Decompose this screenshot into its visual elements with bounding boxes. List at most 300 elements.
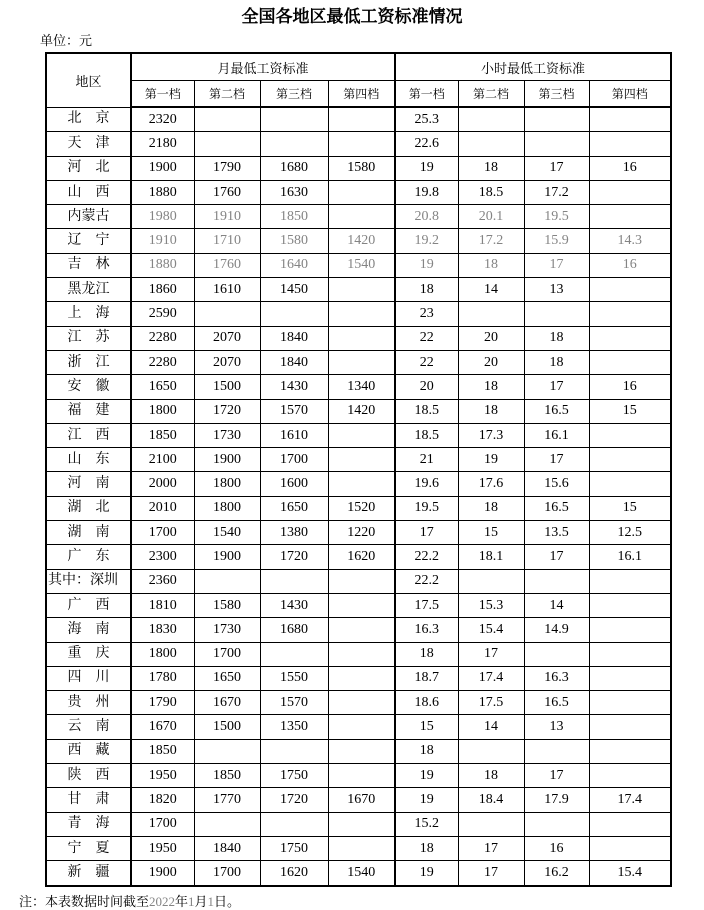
hourly-tier-2-cell: 20 bbox=[458, 350, 524, 374]
hourly-tier-1-cell: 18 bbox=[395, 278, 458, 302]
monthly-tier-1-cell: 2280 bbox=[131, 326, 194, 350]
hourly-tier-2-cell bbox=[458, 132, 524, 156]
hourly-tier-3-cell: 14.9 bbox=[524, 618, 589, 642]
hourly-tier-1-cell: 18 bbox=[395, 642, 458, 666]
hourly-tier-1-cell: 18.6 bbox=[395, 691, 458, 715]
hourly-tier-2-cell bbox=[458, 569, 524, 593]
table-row bbox=[46, 496, 671, 520]
region-cell: 海 南 bbox=[46, 618, 131, 642]
hourly-tier-2-cell: 20.1 bbox=[458, 205, 524, 229]
monthly-tier-4-cell bbox=[328, 618, 395, 642]
hourly-tier-3-cell: 17 bbox=[524, 156, 589, 180]
monthly-tier-2-cell: 1900 bbox=[194, 545, 260, 569]
monthly-tier-4-cell: 1540 bbox=[328, 253, 395, 277]
monthly-tier-2-cell bbox=[194, 132, 260, 156]
table-row bbox=[46, 691, 671, 715]
monthly-tier-4-cell: 1420 bbox=[328, 229, 395, 253]
hourly-tier-3-cell: 16.2 bbox=[524, 861, 589, 886]
monthly-tier-1-header: 第一档 bbox=[131, 81, 194, 108]
hourly-tier-2-cell bbox=[458, 107, 524, 132]
hourly-tier-4-cell: 15 bbox=[589, 496, 671, 520]
monthly-tier-1-cell: 1800 bbox=[131, 399, 194, 423]
hourly-tier-4-cell: 16 bbox=[589, 253, 671, 277]
table-row bbox=[46, 788, 671, 812]
hourly-tier-1-cell: 22.2 bbox=[395, 545, 458, 569]
monthly-group-header: 月最低工资标准 bbox=[131, 53, 395, 81]
hourly-tier-3-cell: 17 bbox=[524, 764, 589, 788]
monthly-tier-2-cell bbox=[194, 812, 260, 836]
monthly-tier-1-cell: 1860 bbox=[131, 278, 194, 302]
region-cell: 广 西 bbox=[46, 593, 131, 617]
hourly-tier-4-cell bbox=[589, 691, 671, 715]
monthly-tier-4-cell bbox=[328, 302, 395, 326]
hourly-tier-4-cell: 14.3 bbox=[589, 229, 671, 253]
table-row bbox=[46, 569, 671, 593]
table-row bbox=[46, 861, 671, 886]
monthly-tier-2-cell: 1500 bbox=[194, 375, 260, 399]
monthly-tier-2-cell: 1670 bbox=[194, 691, 260, 715]
monthly-tier-1-cell: 1880 bbox=[131, 180, 194, 204]
monthly-tier-1-cell: 1820 bbox=[131, 788, 194, 812]
monthly-tier-4-cell bbox=[328, 448, 395, 472]
monthly-tier-2-cell: 1840 bbox=[194, 836, 260, 860]
monthly-tier-1-cell: 2000 bbox=[131, 472, 194, 496]
monthly-tier-4-cell: 1220 bbox=[328, 521, 395, 545]
monthly-tier-2-header: 第二档 bbox=[194, 81, 260, 108]
monthly-tier-3-cell: 1550 bbox=[260, 666, 328, 690]
hourly-tier-4-cell bbox=[589, 423, 671, 447]
monthly-tier-3-cell bbox=[260, 132, 328, 156]
table-header bbox=[46, 53, 671, 107]
monthly-tier-4-cell bbox=[328, 132, 395, 156]
region-cell: 西 藏 bbox=[46, 739, 131, 763]
hourly-tier-4-cell bbox=[589, 812, 671, 836]
hourly-tier-2-cell bbox=[458, 812, 524, 836]
table-row bbox=[46, 278, 671, 302]
monthly-tier-2-cell bbox=[194, 107, 260, 132]
hourly-tier-1-cell: 22 bbox=[395, 326, 458, 350]
hourly-tier-3-cell: 17 bbox=[524, 545, 589, 569]
monthly-tier-4-cell bbox=[328, 569, 395, 593]
table-row bbox=[46, 375, 671, 399]
hourly-tier-2-cell: 18.5 bbox=[458, 180, 524, 204]
monthly-tier-2-cell: 1700 bbox=[194, 861, 260, 886]
footnote-text: 年 bbox=[175, 893, 189, 909]
monthly-tier-2-cell: 2070 bbox=[194, 350, 260, 374]
monthly-tier-3-cell: 1350 bbox=[260, 715, 328, 739]
table-row bbox=[46, 448, 671, 472]
monthly-tier-4-cell bbox=[328, 472, 395, 496]
hourly-tier-1-cell: 18.7 bbox=[395, 666, 458, 690]
hourly-tier-3-cell: 17 bbox=[524, 253, 589, 277]
hourly-tier-1-cell: 20 bbox=[395, 375, 458, 399]
region-cell: 天 津 bbox=[46, 132, 131, 156]
hourly-tier-1-cell: 22.2 bbox=[395, 569, 458, 593]
hourly-tier-3-cell: 19.5 bbox=[524, 205, 589, 229]
monthly-tier-4-header: 第四档 bbox=[328, 81, 395, 108]
region-cell: 江 西 bbox=[46, 423, 131, 447]
tier-header-row bbox=[46, 81, 671, 108]
monthly-tier-4-cell bbox=[328, 739, 395, 763]
hourly-tier-4-cell bbox=[589, 132, 671, 156]
monthly-tier-1-cell: 1910 bbox=[131, 229, 194, 253]
monthly-tier-2-cell: 1700 bbox=[194, 642, 260, 666]
hourly-tier-2-cell: 17 bbox=[458, 836, 524, 860]
hourly-tier-1-cell: 18.5 bbox=[395, 423, 458, 447]
hourly-tier-1-cell: 19 bbox=[395, 764, 458, 788]
monthly-tier-4-cell: 1670 bbox=[328, 788, 395, 812]
hourly-tier-4-cell bbox=[589, 350, 671, 374]
monthly-tier-2-cell: 1500 bbox=[194, 715, 260, 739]
monthly-tier-2-cell: 2070 bbox=[194, 326, 260, 350]
hourly-tier-4-cell: 15 bbox=[589, 399, 671, 423]
hourly-tier-4-cell bbox=[589, 764, 671, 788]
footnote-number: 1 bbox=[207, 893, 215, 909]
hourly-tier-1-header: 第一档 bbox=[395, 81, 458, 108]
monthly-tier-3-cell: 1720 bbox=[260, 545, 328, 569]
hourly-tier-3-cell: 15.9 bbox=[524, 229, 589, 253]
monthly-tier-4-cell bbox=[328, 836, 395, 860]
hourly-tier-4-cell: 16 bbox=[589, 156, 671, 180]
monthly-tier-4-cell bbox=[328, 423, 395, 447]
hourly-tier-3-cell bbox=[524, 739, 589, 763]
monthly-tier-1-cell: 2100 bbox=[131, 448, 194, 472]
table-row bbox=[46, 593, 671, 617]
hourly-tier-4-cell bbox=[589, 715, 671, 739]
hourly-tier-3-cell: 17.2 bbox=[524, 180, 589, 204]
monthly-tier-3-cell: 1380 bbox=[260, 521, 328, 545]
monthly-tier-1-cell: 1850 bbox=[131, 423, 194, 447]
monthly-tier-3-cell bbox=[260, 302, 328, 326]
region-cell: 重 庆 bbox=[46, 642, 131, 666]
hourly-tier-4-cell bbox=[589, 836, 671, 860]
hourly-tier-3-cell: 17.9 bbox=[524, 788, 589, 812]
group-header-row bbox=[46, 53, 671, 81]
hourly-tier-3-cell bbox=[524, 569, 589, 593]
hourly-tier-1-cell: 22.6 bbox=[395, 132, 458, 156]
region-cell: 北 京 bbox=[46, 107, 131, 132]
monthly-tier-2-cell: 1730 bbox=[194, 618, 260, 642]
monthly-tier-1-cell: 1900 bbox=[131, 861, 194, 886]
footnote-text: 日。 bbox=[214, 893, 241, 909]
table-row bbox=[46, 180, 671, 204]
monthly-tier-4-cell: 1420 bbox=[328, 399, 395, 423]
hourly-tier-3-cell: 14 bbox=[524, 593, 589, 617]
monthly-tier-1-cell: 1790 bbox=[131, 691, 194, 715]
footnote-text: 月 bbox=[194, 893, 208, 909]
monthly-tier-1-cell: 2280 bbox=[131, 350, 194, 374]
hourly-tier-1-cell: 17.5 bbox=[395, 593, 458, 617]
hourly-tier-3-cell bbox=[524, 302, 589, 326]
hourly-tier-4-header: 第四档 bbox=[589, 81, 671, 108]
region-cell: 青 海 bbox=[46, 812, 131, 836]
monthly-tier-3-cell bbox=[260, 107, 328, 132]
hourly-tier-4-cell: 16.1 bbox=[589, 545, 671, 569]
hourly-tier-3-cell: 18 bbox=[524, 350, 589, 374]
region-cell: 其中：深圳 bbox=[46, 569, 131, 593]
monthly-tier-1-cell: 1880 bbox=[131, 253, 194, 277]
monthly-tier-4-cell bbox=[328, 642, 395, 666]
footnote-number: 2022 bbox=[149, 893, 176, 909]
monthly-tier-3-header: 第三档 bbox=[260, 81, 328, 108]
hourly-tier-4-cell bbox=[589, 107, 671, 132]
unit-label: 单位：元 bbox=[40, 33, 93, 48]
region-column-header: 地区 bbox=[46, 53, 131, 107]
hourly-tier-4-cell bbox=[589, 448, 671, 472]
monthly-tier-1-cell: 1850 bbox=[131, 739, 194, 763]
monthly-tier-4-cell bbox=[328, 715, 395, 739]
hourly-tier-1-cell: 19 bbox=[395, 788, 458, 812]
monthly-tier-2-cell: 1610 bbox=[194, 278, 260, 302]
table-row bbox=[46, 350, 671, 374]
monthly-tier-3-cell: 1680 bbox=[260, 156, 328, 180]
monthly-tier-1-cell: 1780 bbox=[131, 666, 194, 690]
footnote-text: 注：本表数据时间截至 bbox=[19, 893, 150, 909]
region-cell: 甘 肃 bbox=[46, 788, 131, 812]
monthly-tier-1-cell: 1950 bbox=[131, 764, 194, 788]
monthly-tier-1-cell: 1700 bbox=[131, 812, 194, 836]
table-row bbox=[46, 666, 671, 690]
hourly-tier-2-cell: 17.4 bbox=[458, 666, 524, 690]
hourly-tier-2-cell: 15.4 bbox=[458, 618, 524, 642]
hourly-tier-1-cell: 19 bbox=[395, 861, 458, 886]
region-cell: 浙 江 bbox=[46, 350, 131, 374]
hourly-tier-1-cell: 19.8 bbox=[395, 180, 458, 204]
monthly-tier-1-cell: 2300 bbox=[131, 545, 194, 569]
monthly-tier-4-cell: 1520 bbox=[328, 496, 395, 520]
hourly-tier-1-cell: 18 bbox=[395, 836, 458, 860]
monthly-tier-2-cell: 1770 bbox=[194, 788, 260, 812]
monthly-tier-3-cell: 1850 bbox=[260, 205, 328, 229]
monthly-tier-1-cell: 1810 bbox=[131, 593, 194, 617]
monthly-tier-4-cell bbox=[328, 205, 395, 229]
table-row bbox=[46, 472, 671, 496]
hourly-tier-2-cell: 15 bbox=[458, 521, 524, 545]
hourly-tier-3-cell: 13 bbox=[524, 278, 589, 302]
monthly-tier-2-cell: 1650 bbox=[194, 666, 260, 690]
hourly-tier-4-cell: 17.4 bbox=[589, 788, 671, 812]
hourly-tier-2-cell: 18 bbox=[458, 399, 524, 423]
hourly-tier-2-cell: 18 bbox=[458, 375, 524, 399]
hourly-tier-4-cell bbox=[589, 205, 671, 229]
monthly-tier-1-cell: 1700 bbox=[131, 521, 194, 545]
monthly-tier-4-cell: 1540 bbox=[328, 861, 395, 886]
hourly-tier-3-cell: 13.5 bbox=[524, 521, 589, 545]
hourly-tier-3-cell bbox=[524, 812, 589, 836]
monthly-tier-3-cell: 1640 bbox=[260, 253, 328, 277]
monthly-tier-2-cell: 1900 bbox=[194, 448, 260, 472]
region-cell: 四 川 bbox=[46, 666, 131, 690]
monthly-tier-2-cell: 1580 bbox=[194, 593, 260, 617]
hourly-tier-2-cell: 14 bbox=[458, 715, 524, 739]
region-cell: 江 苏 bbox=[46, 326, 131, 350]
hourly-tier-1-cell: 16.3 bbox=[395, 618, 458, 642]
hourly-tier-2-cell bbox=[458, 739, 524, 763]
region-cell: 宁 夏 bbox=[46, 836, 131, 860]
region-cell: 湖 北 bbox=[46, 496, 131, 520]
monthly-tier-4-cell bbox=[328, 350, 395, 374]
hourly-tier-3-cell: 18 bbox=[524, 326, 589, 350]
hourly-tier-3-header: 第三档 bbox=[524, 81, 589, 108]
hourly-tier-2-cell: 17.5 bbox=[458, 691, 524, 715]
monthly-tier-4-cell bbox=[328, 326, 395, 350]
hourly-tier-1-cell: 20.8 bbox=[395, 205, 458, 229]
hourly-tier-1-cell: 25.3 bbox=[395, 107, 458, 132]
monthly-tier-4-cell: 1580 bbox=[328, 156, 395, 180]
monthly-tier-2-cell: 1730 bbox=[194, 423, 260, 447]
region-cell: 河 南 bbox=[46, 472, 131, 496]
monthly-tier-3-cell bbox=[260, 569, 328, 593]
min-wage-table bbox=[45, 52, 672, 887]
hourly-tier-4-cell bbox=[589, 593, 671, 617]
monthly-tier-3-cell bbox=[260, 812, 328, 836]
hourly-tier-3-cell bbox=[524, 107, 589, 132]
table-row bbox=[46, 764, 671, 788]
region-cell: 湖 南 bbox=[46, 521, 131, 545]
hourly-tier-2-cell: 20 bbox=[458, 326, 524, 350]
hourly-tier-4-cell bbox=[589, 472, 671, 496]
hourly-tier-3-cell: 17 bbox=[524, 375, 589, 399]
monthly-tier-3-cell: 1650 bbox=[260, 496, 328, 520]
hourly-tier-2-cell: 18.4 bbox=[458, 788, 524, 812]
monthly-tier-1-cell: 1650 bbox=[131, 375, 194, 399]
hourly-tier-2-cell: 17.3 bbox=[458, 423, 524, 447]
monthly-tier-4-cell bbox=[328, 593, 395, 617]
hourly-tier-2-cell: 18 bbox=[458, 253, 524, 277]
hourly-tier-4-cell bbox=[589, 666, 671, 690]
hourly-tier-4-cell: 12.5 bbox=[589, 521, 671, 545]
hourly-tier-3-cell: 17 bbox=[524, 448, 589, 472]
monthly-tier-2-cell: 1790 bbox=[194, 156, 260, 180]
hourly-tier-1-cell: 19.6 bbox=[395, 472, 458, 496]
hourly-tier-1-cell: 17 bbox=[395, 521, 458, 545]
region-cell: 内蒙古 bbox=[46, 205, 131, 229]
monthly-tier-3-cell: 1570 bbox=[260, 399, 328, 423]
monthly-tier-4-cell: 1340 bbox=[328, 375, 395, 399]
hourly-tier-4-cell bbox=[589, 642, 671, 666]
region-cell: 山 东 bbox=[46, 448, 131, 472]
table-row bbox=[46, 521, 671, 545]
monthly-tier-3-cell: 1580 bbox=[260, 229, 328, 253]
hourly-tier-1-cell: 15.2 bbox=[395, 812, 458, 836]
monthly-tier-3-cell: 1570 bbox=[260, 691, 328, 715]
region-cell: 辽 宁 bbox=[46, 229, 131, 253]
region-cell: 贵 州 bbox=[46, 691, 131, 715]
hourly-tier-3-cell: 16.5 bbox=[524, 691, 589, 715]
monthly-tier-3-cell: 1750 bbox=[260, 836, 328, 860]
hourly-tier-1-cell: 19 bbox=[395, 156, 458, 180]
region-cell: 福 建 bbox=[46, 399, 131, 423]
hourly-tier-4-cell bbox=[589, 326, 671, 350]
region-cell: 新 疆 bbox=[46, 861, 131, 886]
table-row bbox=[46, 107, 671, 132]
hourly-tier-1-cell: 18.5 bbox=[395, 399, 458, 423]
hourly-tier-1-cell: 21 bbox=[395, 448, 458, 472]
monthly-tier-2-cell bbox=[194, 739, 260, 763]
hourly-tier-3-cell: 16.3 bbox=[524, 666, 589, 690]
monthly-tier-3-cell bbox=[260, 739, 328, 763]
monthly-tier-2-cell: 1760 bbox=[194, 180, 260, 204]
monthly-tier-4-cell bbox=[328, 691, 395, 715]
monthly-tier-2-cell bbox=[194, 302, 260, 326]
monthly-tier-2-cell: 1910 bbox=[194, 205, 260, 229]
hourly-tier-4-cell bbox=[589, 618, 671, 642]
footnote-number: 1 bbox=[188, 893, 195, 909]
table-row bbox=[46, 642, 671, 666]
hourly-tier-2-cell: 17 bbox=[458, 642, 524, 666]
table-row bbox=[46, 399, 671, 423]
hourly-tier-1-cell: 19 bbox=[395, 253, 458, 277]
table-row bbox=[46, 253, 671, 277]
monthly-tier-2-cell: 1800 bbox=[194, 496, 260, 520]
monthly-tier-3-cell: 1600 bbox=[260, 472, 328, 496]
hourly-tier-4-cell bbox=[589, 569, 671, 593]
table-row bbox=[46, 229, 671, 253]
monthly-tier-3-cell: 1630 bbox=[260, 180, 328, 204]
table-row bbox=[46, 618, 671, 642]
table-row bbox=[46, 545, 671, 569]
table-row bbox=[46, 326, 671, 350]
region-cell: 安 徽 bbox=[46, 375, 131, 399]
monthly-tier-3-cell: 1610 bbox=[260, 423, 328, 447]
region-cell: 黑龙江 bbox=[46, 278, 131, 302]
hourly-tier-3-cell: 16.5 bbox=[524, 399, 589, 423]
hourly-tier-2-cell: 17 bbox=[458, 861, 524, 886]
monthly-tier-3-cell: 1450 bbox=[260, 278, 328, 302]
hourly-tier-3-cell bbox=[524, 132, 589, 156]
region-cell: 山 西 bbox=[46, 180, 131, 204]
hourly-tier-2-cell: 17.6 bbox=[458, 472, 524, 496]
hourly-tier-3-cell: 16.5 bbox=[524, 496, 589, 520]
hourly-tier-4-cell bbox=[589, 302, 671, 326]
monthly-tier-4-cell bbox=[328, 764, 395, 788]
region-cell: 陕 西 bbox=[46, 764, 131, 788]
monthly-tier-1-cell: 2320 bbox=[131, 107, 194, 132]
page-title: 全国各地区最低工资标准情况 bbox=[241, 7, 463, 26]
monthly-tier-1-cell: 2010 bbox=[131, 496, 194, 520]
hourly-tier-1-cell: 22 bbox=[395, 350, 458, 374]
monthly-tier-2-cell: 1540 bbox=[194, 521, 260, 545]
hourly-tier-1-cell: 15 bbox=[395, 715, 458, 739]
hourly-tier-3-cell: 16 bbox=[524, 836, 589, 860]
footnote bbox=[19, 894, 704, 910]
monthly-tier-3-cell: 1700 bbox=[260, 448, 328, 472]
monthly-tier-3-cell: 1750 bbox=[260, 764, 328, 788]
monthly-tier-1-cell: 2180 bbox=[131, 132, 194, 156]
monthly-tier-3-cell: 1430 bbox=[260, 593, 328, 617]
table-body bbox=[46, 107, 671, 886]
hourly-tier-3-cell bbox=[524, 642, 589, 666]
hourly-tier-2-cell: 17.2 bbox=[458, 229, 524, 253]
monthly-tier-3-cell: 1720 bbox=[260, 788, 328, 812]
table-row bbox=[46, 156, 671, 180]
monthly-tier-4-cell bbox=[328, 278, 395, 302]
monthly-tier-1-cell: 1670 bbox=[131, 715, 194, 739]
monthly-tier-2-cell: 1800 bbox=[194, 472, 260, 496]
monthly-tier-3-cell: 1840 bbox=[260, 326, 328, 350]
hourly-tier-1-cell: 23 bbox=[395, 302, 458, 326]
hourly-tier-3-cell: 13 bbox=[524, 715, 589, 739]
monthly-tier-3-cell: 1430 bbox=[260, 375, 328, 399]
hourly-tier-1-cell: 19.2 bbox=[395, 229, 458, 253]
hourly-tier-2-cell: 18 bbox=[458, 156, 524, 180]
hourly-tier-3-cell: 16.1 bbox=[524, 423, 589, 447]
monthly-tier-3-cell: 1620 bbox=[260, 861, 328, 886]
hourly-tier-2-cell: 18 bbox=[458, 496, 524, 520]
table-row bbox=[46, 302, 671, 326]
hourly-tier-2-cell: 15.3 bbox=[458, 593, 524, 617]
monthly-tier-4-cell bbox=[328, 666, 395, 690]
